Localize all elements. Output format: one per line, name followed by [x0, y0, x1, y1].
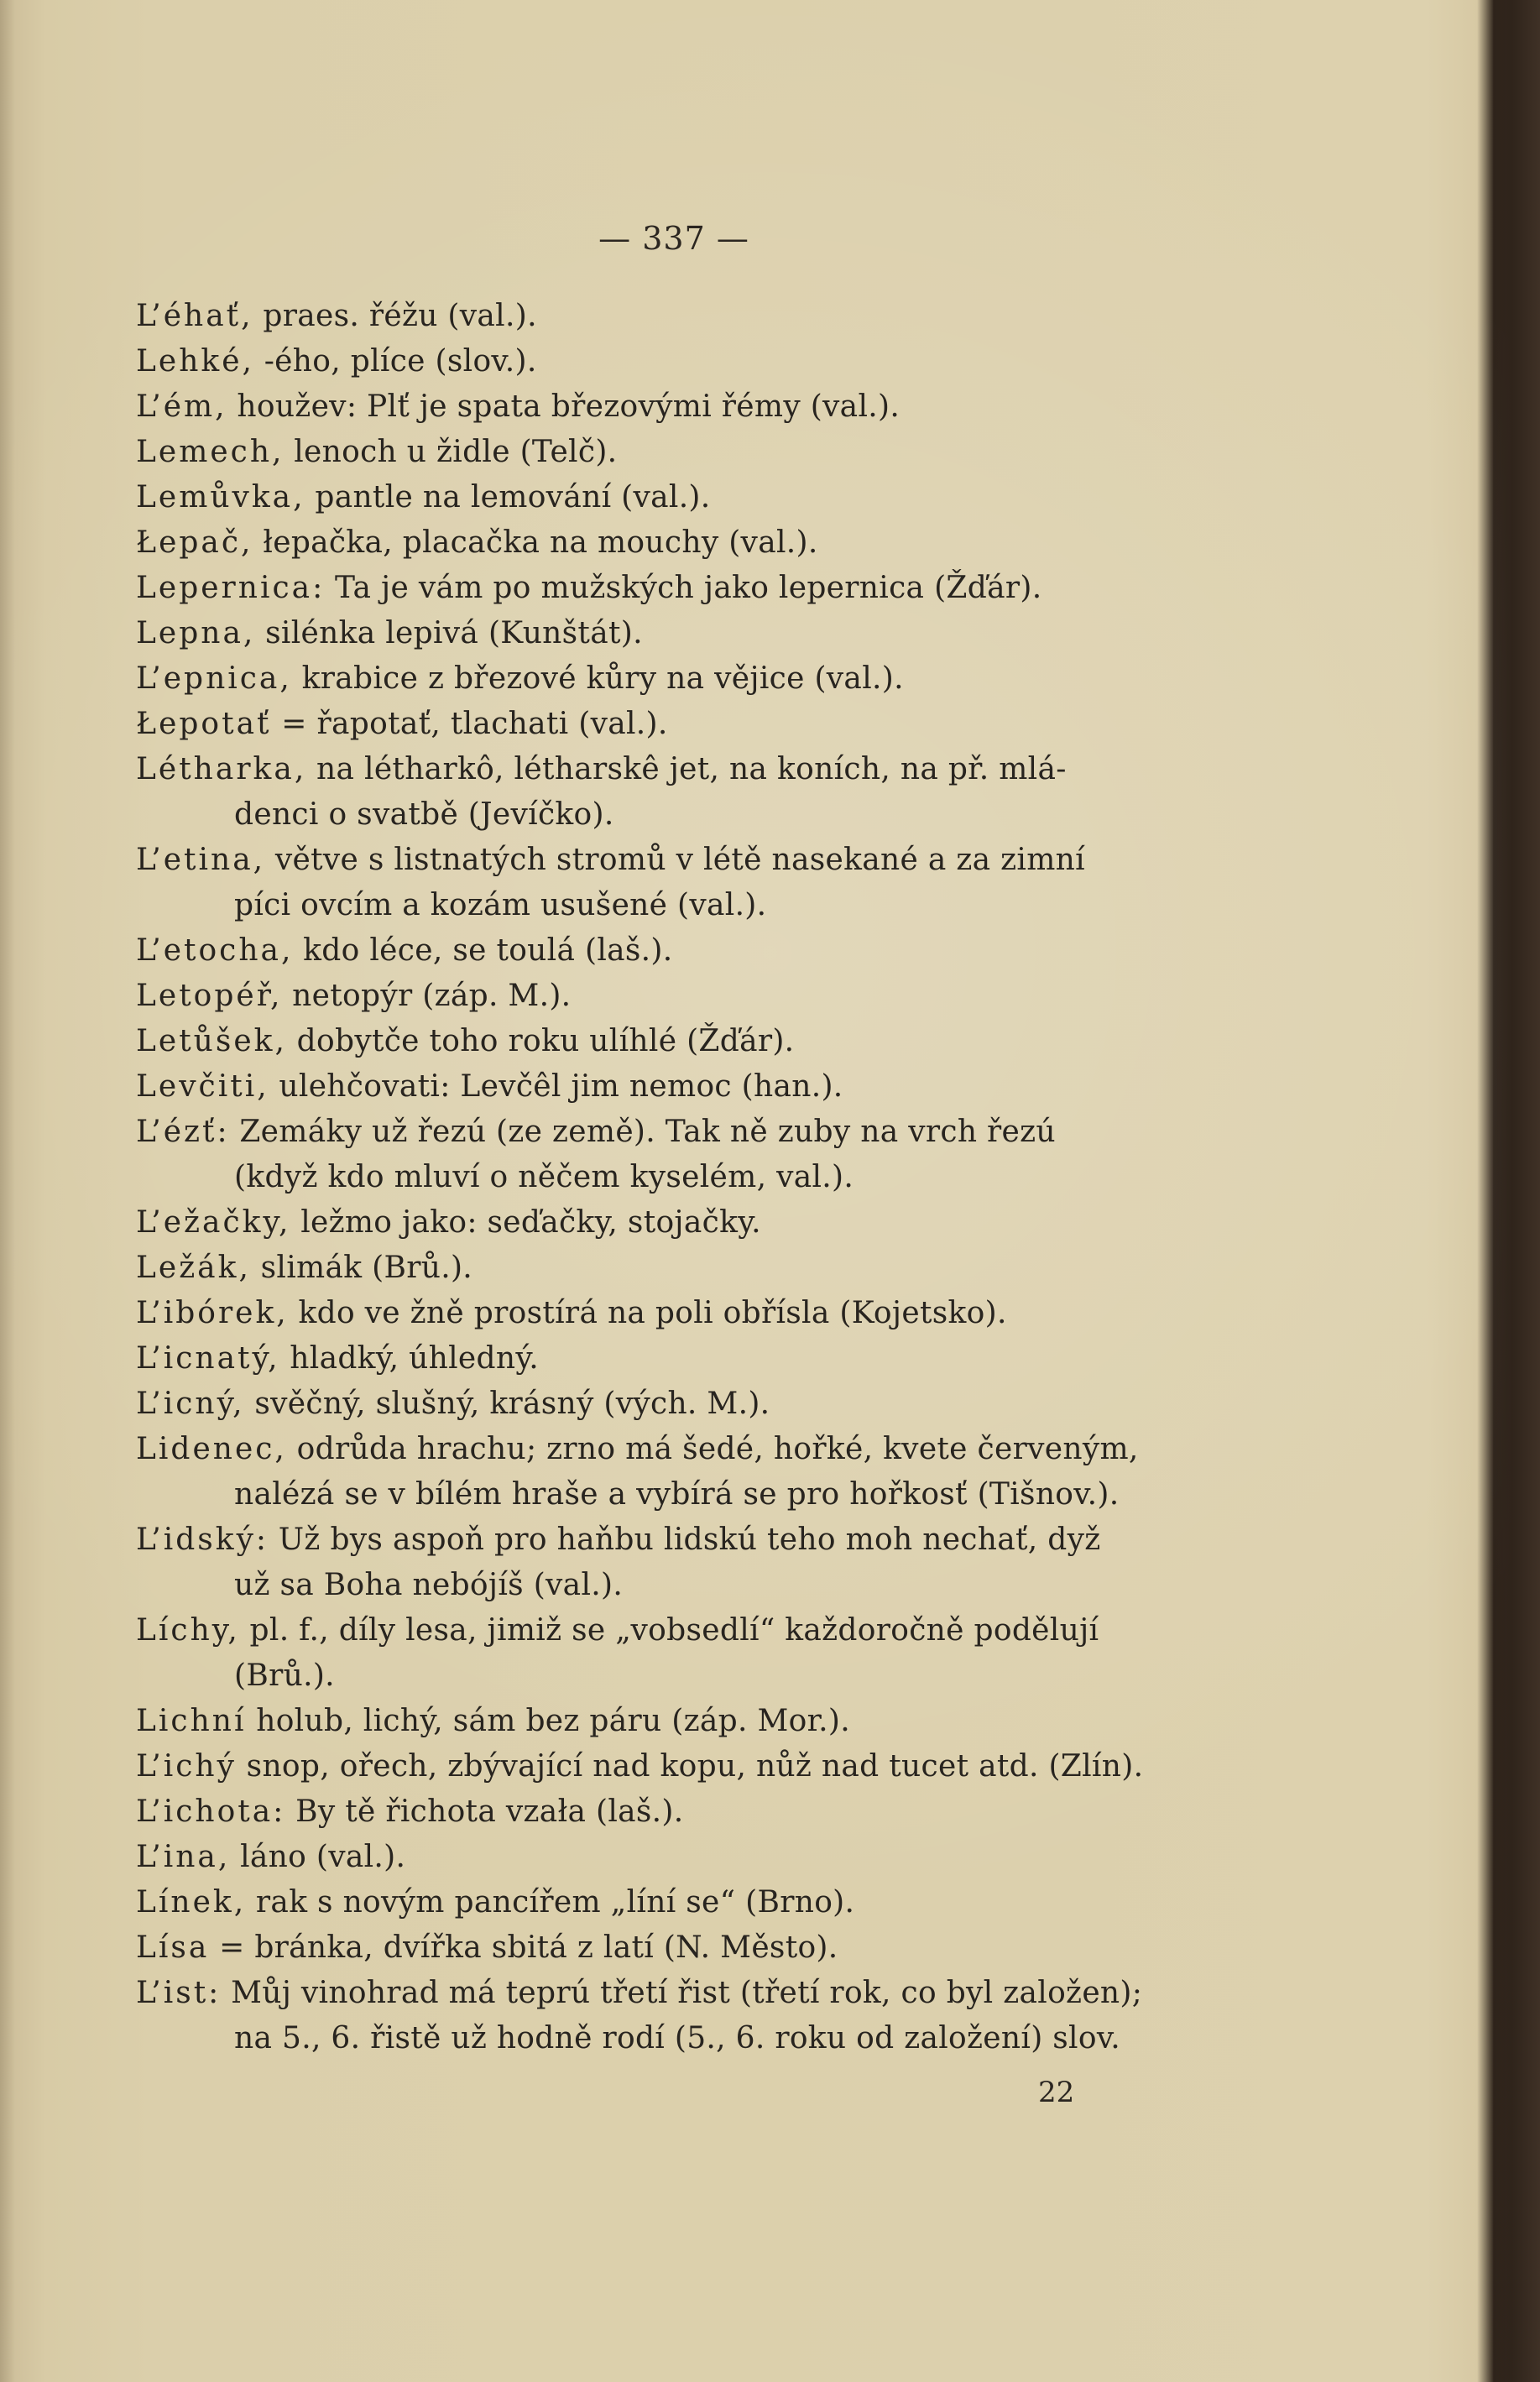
definition: svěčný, slušný, krásný (vých. M.). — [254, 1387, 770, 1421]
dictionary-line — [136, 615, 643, 652]
definition: pantle na lemování (val.). — [315, 480, 711, 515]
definition: = řapotať, tlachati (val.). — [281, 707, 668, 741]
dictionary-line — [136, 1114, 1056, 1151]
headword: L’icnatý, — [136, 1341, 280, 1376]
definition: na 5., 6. řistě už hodně rodí (5., 6. roku od založení) slov. — [234, 2021, 1120, 2056]
dictionary-line — [136, 932, 673, 969]
dictionary-line — [136, 1839, 405, 1876]
definition: praes. řéžu (val.). — [263, 299, 537, 333]
headword: Letopéř, — [136, 979, 283, 1013]
dictionary-continuation-line — [234, 1658, 335, 1695]
headword: L’ém, — [136, 389, 227, 424]
headword: L’ežačky, — [136, 1205, 291, 1240]
definition: Už bys aspoň pro haňbu lidskú teho moh nechať, dyž — [278, 1523, 1101, 1557]
headword: Levčiti, — [136, 1069, 269, 1104]
definition: nalézá se v bílém hraše a vybírá se pro hořkosť (Tišnov.). — [234, 1477, 1120, 1512]
headword: Lemech, — [136, 435, 285, 469]
dictionary-continuation-line — [234, 887, 766, 924]
headword: L’ichý — [136, 1749, 237, 1784]
definition: odrůda hrachu; zrno má šedé, hořké, kvete červeným, — [296, 1432, 1139, 1466]
dictionary-continuation-line — [234, 2020, 1120, 2057]
definition: větve s listnatých stromů v létě nasekané a za zimní — [274, 843, 1085, 877]
dictionary-line — [136, 1250, 472, 1287]
definition: kdo léce, se toulá (laš.). — [303, 933, 673, 968]
headword: L’ist: — [136, 1976, 222, 2010]
definition: hladký, úhledný. — [290, 1341, 539, 1376]
definition: silénka lepivá (Kunštát). — [265, 616, 643, 650]
dictionary-line — [136, 389, 900, 426]
dictionary-line — [136, 842, 1085, 879]
definition: holub, lichý, sám bez páru (záp. Mor.). — [256, 1704, 850, 1738]
definition: lenoch u židle (Telč). — [294, 435, 618, 469]
definition: By tě řichota vzała (laš.). — [295, 1794, 684, 1829]
headword: L’etina, — [136, 843, 266, 877]
headword: L’icný, — [136, 1387, 245, 1421]
dictionary-line — [136, 1884, 854, 1921]
definition: píci ovcím a kozám usušené (val.). — [234, 888, 767, 922]
dictionary-line — [136, 1522, 1101, 1559]
dictionary-line — [136, 1975, 1142, 2012]
dictionary-line — [136, 479, 711, 516]
dictionary-line — [136, 706, 668, 743]
dictionary-line — [136, 1703, 850, 1740]
dictionary-continuation-line — [234, 1476, 1119, 1513]
definition: pl. f., díly lesa, jimiž se „vobsedlí“ každoročně podělují — [249, 1613, 1099, 1648]
definition: Zemáky už řezú (ze země). Tak ně zuby na vrch řezú — [239, 1115, 1056, 1149]
headword: Lemůvka, — [136, 480, 305, 515]
headword: Ležák, — [136, 1251, 251, 1285]
headword: Létharka, — [136, 752, 307, 786]
dictionary-line — [136, 570, 1041, 607]
headword: Lehké, — [136, 344, 254, 379]
headword: L’ibórek, — [136, 1296, 289, 1330]
page-number: — 337 — — [598, 220, 749, 257]
dictionary-line — [136, 1431, 1139, 1468]
definition: kdo ve žně prostírá na poli obřísla (Kojetsko). — [298, 1296, 1007, 1330]
dictionary-line — [136, 661, 904, 697]
dictionary-line — [136, 1204, 761, 1241]
definition: krabice z březové kůry na vějice (val.). — [301, 661, 904, 696]
definition: ulehčovati: Levčêl jim nemoc (han.). — [279, 1069, 843, 1104]
dictionary-line — [136, 434, 617, 471]
dictionary-line — [136, 1068, 843, 1105]
definition: (Brů.). — [234, 1659, 335, 1693]
headword: L’idský: — [136, 1523, 269, 1557]
headword: Lichní — [136, 1704, 247, 1738]
definition: už sa Boha nebójíš (val.). — [234, 1568, 624, 1602]
definition: łepačka, placačka na mouchy (val.). — [263, 525, 818, 560]
dictionary-line — [136, 525, 818, 562]
dictionary-continuation-line — [234, 797, 614, 833]
headword: L’epnica, — [136, 661, 292, 696]
headword: L’etocha, — [136, 933, 294, 968]
definition: slimák (Brů.). — [260, 1251, 473, 1285]
headword: Línek, — [136, 1885, 247, 1920]
headword: Líchy, — [136, 1613, 240, 1648]
definition: (když kdo mluví o něčem kyselém, val.). — [234, 1160, 854, 1194]
headword: Łepotať — [136, 707, 272, 741]
headword: Letůšek, — [136, 1024, 287, 1058]
dictionary-line — [136, 343, 537, 380]
dictionary-line — [136, 1748, 1143, 1785]
page-edge-binding — [1493, 0, 1540, 2382]
dictionary-line — [136, 1386, 770, 1423]
dictionary-line — [136, 1340, 539, 1377]
definition: netopýr (záp. M.). — [292, 979, 572, 1013]
headword: Lísa — [136, 1930, 210, 1965]
definition: snop, ořech, zbývající nad kopu, nůž nad tucet atd. (Zlín). — [246, 1749, 1144, 1784]
dictionary-line — [136, 751, 1067, 788]
definition: Ta je vám po mužských jako lepernica (Žďár). — [334, 571, 1042, 605]
headword: L’ichota: — [136, 1794, 286, 1829]
dictionary-line — [136, 298, 537, 335]
headword: Łepač, — [136, 525, 253, 560]
dictionary-line — [136, 1794, 684, 1831]
headword: Lepernica: — [136, 571, 326, 605]
dictionary-line — [136, 1930, 838, 1967]
dictionary-line — [136, 1295, 1007, 1332]
dictionary-line — [136, 1023, 794, 1060]
headword: L’éhať, — [136, 299, 253, 333]
headword: L’ina, — [136, 1840, 231, 1874]
dictionary-continuation-line — [234, 1567, 623, 1604]
printer-signature: 22 — [1038, 2076, 1075, 2109]
headword: Lidenec, — [136, 1432, 287, 1466]
definition: ležmo jako: seďačky, stojačky. — [300, 1205, 761, 1240]
definition: -ého, plíce (slov.). — [264, 344, 537, 379]
definition: na létharkô, létharskê jet, na koních, na př. mlá- — [316, 752, 1067, 786]
dictionary-continuation-line — [234, 1159, 854, 1196]
definition: houžev: Plť je spata březovými řémy (val.). — [237, 389, 901, 424]
definition: Můj vinohrad má teprú třetí řist (třetí rok, co byl založen); — [231, 1976, 1143, 2010]
headword: L’ézť: — [136, 1115, 230, 1149]
definition: dobytče toho roku ulíhlé (Žďár). — [296, 1024, 795, 1058]
dictionary-line — [136, 1612, 1099, 1649]
headword: Lepna, — [136, 616, 256, 650]
definition: denci o svatbě (Jevíčko). — [234, 797, 614, 832]
definition: láno (val.). — [240, 1840, 406, 1874]
dictionary-line — [136, 978, 571, 1015]
definition: rak s novým pancířem „líní se“ (Brno). — [255, 1885, 855, 1920]
page-gutter-shadow — [0, 0, 15, 2382]
definition: = bránka, dvířka sbitá z latí (N. Město). — [219, 1930, 838, 1965]
